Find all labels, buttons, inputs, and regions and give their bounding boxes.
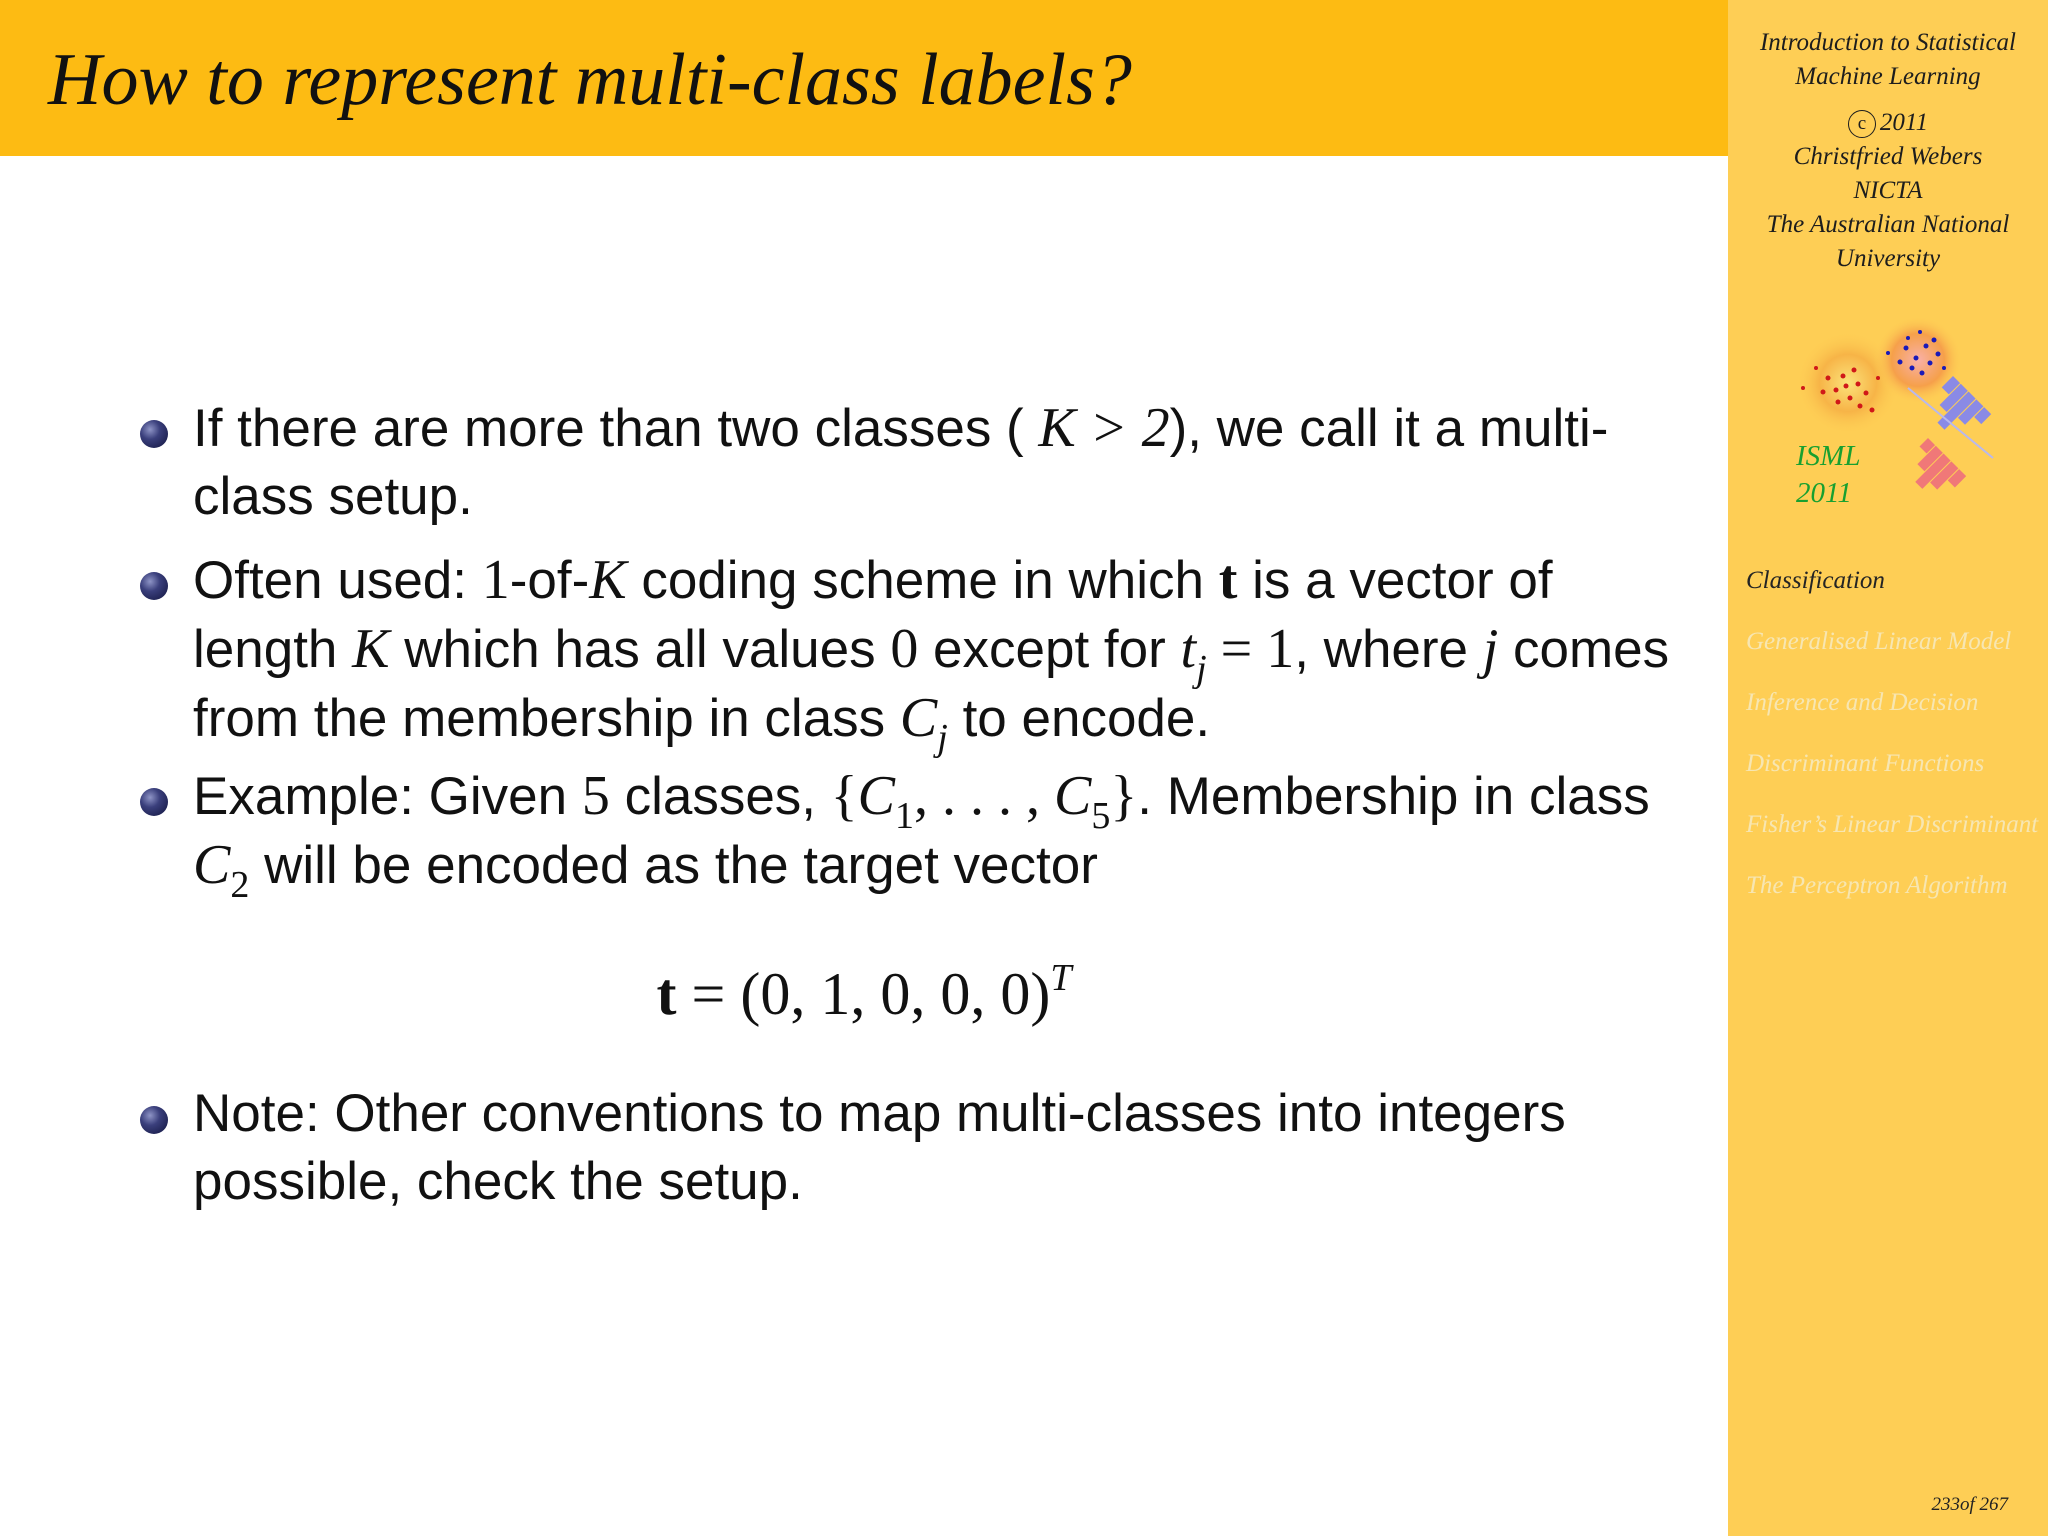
section-nav <box>1746 564 2041 930</box>
bullet-1-text: If there are more than two classes ( K > 2), we call it a multi-class setup. <box>193 397 1609 526</box>
organization-2-line2: University <box>1835 245 1941 272</box>
logo-caption <box>1796 438 1860 512</box>
bullet-icon <box>140 1106 168 1134</box>
bullet-3-text: Example: Given 5 classes, {$C_1$, . . . , $C_5$}. Membership in class $C_2$ will be encoded as the target vector <box>193 765 1650 906</box>
copyright-icon: c <box>1848 110 1876 138</box>
bullet-2-text: Often used: 1-of-K coding scheme in which t is a vector of length K which has all values 0 except for $t_j = 1$, where j comes from the membership in class $C_j$ to encode. <box>193 549 1670 759</box>
course-title-line2: Machine Learning <box>1795 63 1981 90</box>
nav-item-perceptron-algorithm[interactable]: The Perceptron Algorithm <box>1746 872 2008 899</box>
bullet-icon <box>140 788 168 816</box>
page-number: 233of 267 <box>1931 1494 2008 1515</box>
nav-item-classification[interactable]: Classification <box>1746 567 1885 594</box>
bullet-icon <box>140 572 168 600</box>
course-info <box>1728 26 2048 276</box>
slide-title: How to represent multi-class labels? <box>48 39 1132 121</box>
organization-2-line1: The Australian National <box>1766 211 2010 238</box>
course-title-line1: Introduction to Statistical <box>1759 29 2016 56</box>
nav-item-discriminant-functions[interactable]: Discriminant Functions <box>1746 750 1985 777</box>
sidebar <box>1728 0 2048 1536</box>
nav-item-fishers-linear-discriminant[interactable]: Fisher’s Linear Discriminant <box>1746 811 2039 838</box>
bullet-icon <box>140 420 168 448</box>
logo-caption-line1: ISML <box>1796 440 1861 472</box>
logo-caption-line2: 2011 <box>1796 477 1852 509</box>
copyright-line <box>1728 106 2048 140</box>
nav-item-inference-and-decision[interactable]: Inference and Decision <box>1746 689 1979 716</box>
author: Christfried Webers <box>1793 143 1983 170</box>
organization-1: NICTA <box>1853 177 1923 204</box>
math-k-gt-2: K > 2 <box>1038 397 1170 459</box>
target-vector-equation: t = (0, 1, 0, 0, 0)$^T$ <box>656 957 1072 1027</box>
bullet-4-text: Note: Other conventions to map multi-classes into integers possible, check the setup. <box>193 1084 1566 1211</box>
copyright-year: 2011 <box>1879 109 1929 136</box>
nav-item-generalised-linear-model[interactable]: Generalised Linear Model <box>1746 628 2012 655</box>
